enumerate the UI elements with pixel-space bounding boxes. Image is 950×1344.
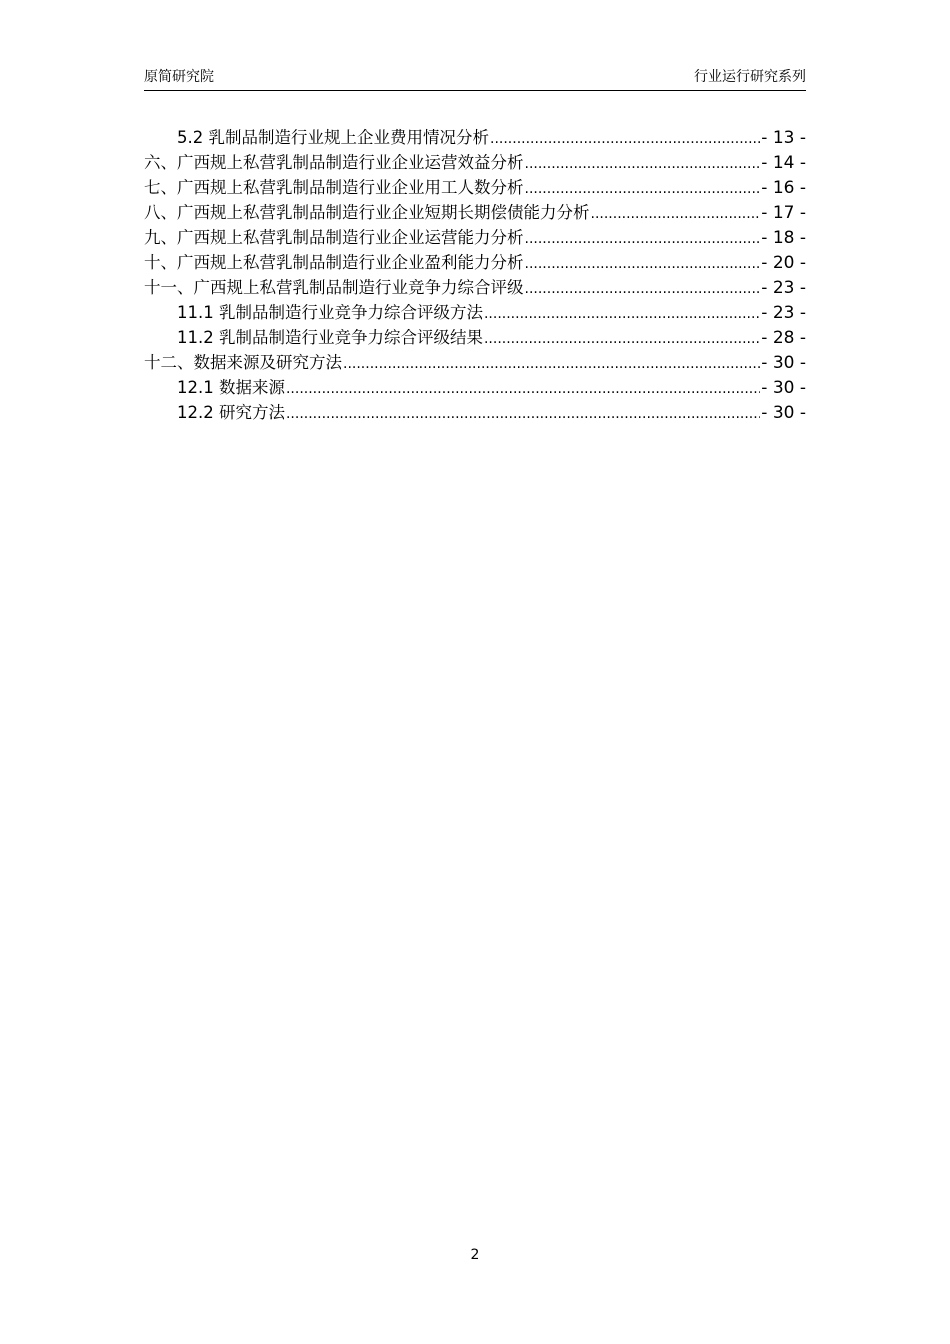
toc-entry[interactable]: [144, 375, 806, 400]
toc-entry-page: - 14 -: [761, 153, 806, 173]
toc-entry-page: - 13 -: [761, 128, 806, 148]
toc-entry-page: - 16 -: [761, 178, 806, 198]
toc-entry-title: 六、广西规上私营乳制品制造行业企业运营效益分析: [144, 153, 524, 172]
toc-entry-title: 11.1 乳制品制造行业竞争力综合评级方法: [177, 303, 483, 322]
toc-entry-page: - 23 -: [761, 303, 806, 323]
toc-entry-page: - 28 -: [761, 328, 806, 348]
toc-entry-title: 八、广西规上私营乳制品制造行业企业短期长期偿债能力分析: [144, 203, 590, 222]
toc-dot-leader: [525, 227, 761, 252]
toc-entry[interactable]: [144, 325, 806, 350]
toc-dot-leader: [343, 352, 760, 377]
toc-entry-page: - 18 -: [761, 228, 806, 248]
toc-entry[interactable]: [144, 125, 806, 150]
toc-entry[interactable]: [144, 200, 806, 225]
header-series-title: 行业运行研究系列: [694, 69, 806, 85]
toc-entry-title: 十一、广西规上私营乳制品制造行业竞争力综合评级: [144, 278, 524, 297]
toc-entry-title: 5.2 乳制品制造行业规上企业费用情况分析: [177, 128, 489, 147]
toc-entry-page: - 17 -: [761, 203, 806, 223]
toc-dot-leader: [490, 127, 760, 152]
toc-entry-title: 十、广西规上私营乳制品制造行业企业盈利能力分析: [144, 253, 524, 272]
toc-dot-leader: [591, 202, 761, 227]
page-number: 2: [470, 1247, 480, 1263]
toc-dot-leader: [286, 377, 760, 402]
page-header: [144, 66, 806, 91]
toc-entry-page: - 30 -: [761, 403, 806, 423]
toc-entry[interactable]: [144, 400, 806, 425]
toc-dot-leader: [286, 402, 760, 427]
toc-dot-leader: [525, 277, 761, 302]
toc-dot-leader: [525, 252, 761, 277]
toc-dot-leader: [525, 152, 761, 177]
toc-entry[interactable]: [144, 350, 806, 375]
toc-entry[interactable]: [144, 175, 806, 200]
toc-entry[interactable]: [144, 150, 806, 175]
toc-entry[interactable]: [144, 300, 806, 325]
toc-dot-leader: [484, 327, 760, 352]
toc-dot-leader: [484, 302, 760, 327]
toc-entry-title: 七、广西规上私营乳制品制造行业企业用工人数分析: [144, 178, 524, 197]
toc-entry-title: 12.1 数据来源: [177, 378, 285, 397]
toc-entry-title: 九、广西规上私营乳制品制造行业企业运营能力分析: [144, 228, 524, 247]
toc-entry-title: 11.2 乳制品制造行业竞争力综合评级结果: [177, 328, 483, 347]
toc-entry[interactable]: [144, 250, 806, 275]
toc-entry-page: - 30 -: [761, 378, 806, 398]
toc-entry[interactable]: [144, 275, 806, 300]
toc-entry-title: 十二、数据来源及研究方法: [144, 353, 342, 372]
toc-dot-leader: [525, 177, 761, 202]
header-publisher: 原简研究院: [144, 69, 214, 85]
toc-entry-page: - 23 -: [761, 278, 806, 298]
toc-entry-page: - 20 -: [761, 253, 806, 273]
toc-entry[interactable]: [144, 225, 806, 250]
toc-entry-page: - 30 -: [761, 353, 806, 373]
toc-entry-title: 12.2 研究方法: [177, 403, 285, 422]
table-of-contents: [144, 125, 806, 425]
